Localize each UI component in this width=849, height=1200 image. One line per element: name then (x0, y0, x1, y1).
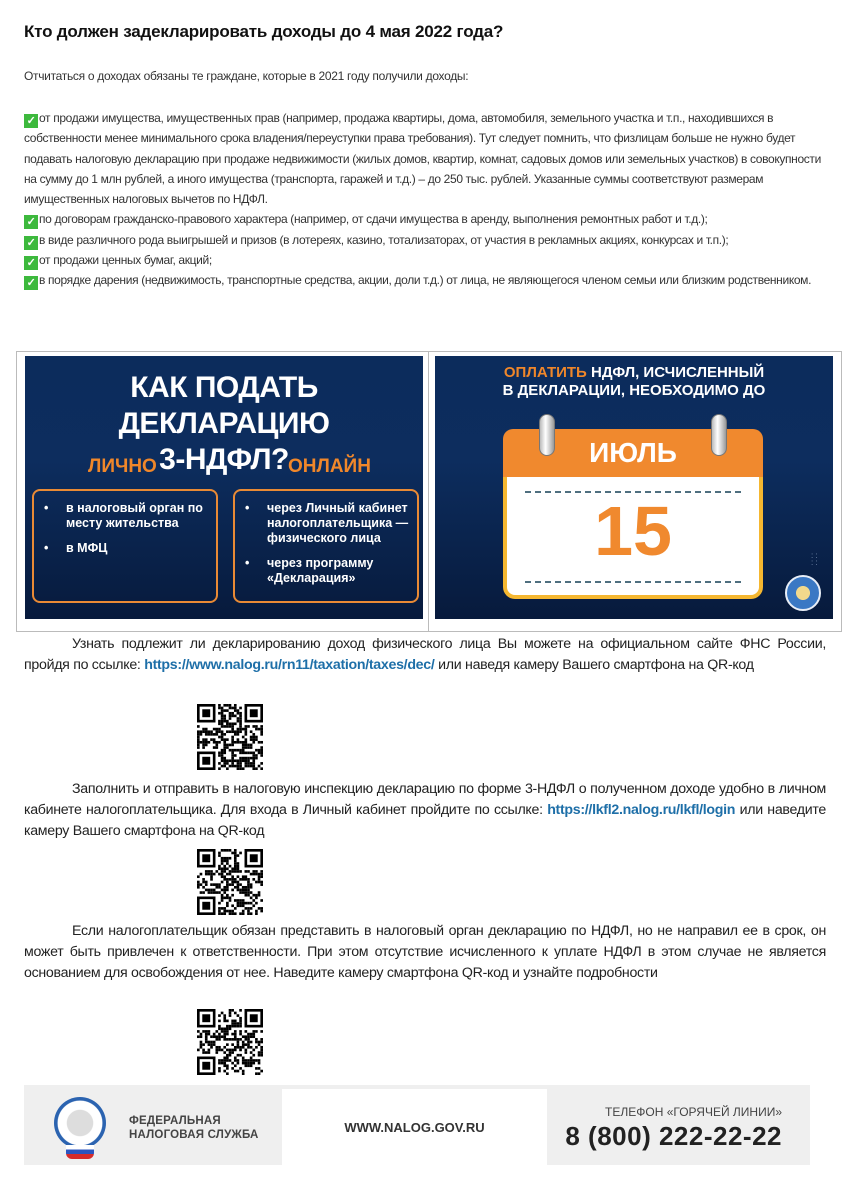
hotline-label: ТЕЛЕФОН «ГОРЯЧЕЙ ЛИНИИ» (605, 1105, 782, 1119)
decorative-dots-icon: : : : : (811, 551, 818, 567)
list-item: ✓ от продажи ценных бумаг, акций; (24, 250, 824, 270)
footer-hotline (547, 1085, 810, 1165)
bullet-icon: • (44, 501, 49, 515)
calendar-page (503, 477, 763, 599)
site-link[interactable]: WWW.NALOG.GOV.RU (344, 1120, 485, 1135)
list-item: ✓ по договорам гражданско-правового характера (например, от сдачи имущества в аренду, выполнения ремонтных работ и т.д.); (24, 209, 824, 229)
footer-site (282, 1089, 547, 1165)
fns-logo-icon (54, 1097, 106, 1149)
calendar-ring-icon (539, 414, 555, 456)
checkmark-icon: ✓ (24, 236, 38, 250)
org-name-line1: ФЕДЕРАЛЬНАЯ (129, 1115, 221, 1127)
fns-emblem-icon (785, 575, 821, 611)
payment-deadline-banner (435, 356, 833, 619)
banner-title: ОПЛАТИТЬ НДФЛ, ИСЧИСЛЕННЫЙ В ДЕКЛАРАЦИИ, НЕОБХОДИМО ДО (502, 364, 766, 399)
calendar-month: ИЮЛЬ (589, 437, 677, 468)
paragraph-check-income: Узнать подлежит ли декларированию доход физического лица Вы можете на официальном сайте ФНС России, пройдя по ссылке: https://www.nalog.ru/rn11/taxation/taxes/dec/ или наведя камеру Вашего смартфона на QR-код (24, 636, 826, 673)
list-item: ✓ в виде различного рода выигрышей и призов (в лотереях, казино, тотализаторах, от участия в рекламных акциях, конкурсах и т.п.); (24, 230, 824, 250)
bullet-icon: • (245, 501, 250, 515)
option-item: • в налоговый орган по месту жительства (44, 501, 203, 530)
paragraph-liability: Если налогоплательщик обязан представить в налоговый орган декларацию по НДФЛ, но не направил ее в срок, он может быть привлечен к ответственности. При этом отсутствие исчисленного к уплате НДФЛ в этом случае не является основанием для освобождения от нее. Наведите камеру смартфона QR-код и узнайте подробности (24, 923, 826, 981)
footer-org (24, 1085, 282, 1165)
checkmark-icon: ✓ (24, 215, 38, 229)
footer-banner (24, 1085, 810, 1165)
online-box (233, 489, 419, 603)
hotline-phone[interactable]: 8 (800) 222-22-22 (565, 1121, 782, 1151)
checkmark-icon: ✓ (24, 276, 38, 290)
online-heading: ОНЛАЙН (288, 456, 371, 477)
income-list (24, 108, 824, 291)
flag-icon (66, 1145, 94, 1159)
list-item: ✓ в порядке дарения (недвижимость, транспортные средства, акции, доли т.д.) от лица, не являющегося членом семьи или близким родственником. (24, 270, 824, 290)
checkmark-icon: ✓ (24, 114, 38, 128)
list-item: ✓ от продажи имущества, имущественных прав (например, продажа квартиры, дома, автомобиля, земельного участка и т.п., находившихся в собственности менее минимального срока владения/переуступки права требования). Тут следует помнить, что физлицам больше не нужно будет подавать налоговую декларацию при продаже недвижимости (жилых домов, квартир, комнат, садовых домов или земельных участков) в совокупности на сумму до 1 млн рублей, а иного имущества (транспорта, гаражей и т.д.) – до 250 тыс. рублей. Указанные суммы соответствуют размерам имущественных налоговых вычетов по НДФЛ. (24, 111, 821, 207)
option-item: • через Личный кабинет налогоплательщика — физического лица (245, 501, 409, 545)
in-person-heading: ЛИЧНО (88, 456, 157, 477)
fns-taxes-link[interactable]: https://www.nalog.ru/rn11/taxation/taxes/dec/ (144, 657, 435, 673)
calendar-day: 15 (594, 492, 672, 570)
personal-account-link[interactable]: https://lkfl2.nalog.ru/lkfl/login (547, 802, 736, 818)
how-to-file-banner (25, 356, 423, 619)
qr-code (195, 704, 265, 770)
page-title: Кто должен задекларировать доходы до 4 мая 2022 года? (24, 22, 504, 41)
in-person-box (32, 489, 218, 603)
banner-title: КАК ПОДАТЬ ДЕКЛАРАЦИЮ 3-НДФЛ? (118, 371, 330, 476)
image-table (16, 351, 842, 632)
qr-code (195, 1009, 265, 1075)
dashed-line (525, 581, 741, 583)
option-item: • через программу «Декларация» (245, 556, 374, 585)
qr-code (195, 849, 265, 915)
org-name-line2: НАЛОГОВАЯ СЛУЖБА (129, 1129, 259, 1141)
table-divider (428, 352, 429, 631)
calendar-ring-icon (711, 414, 727, 456)
intro-text: Отчитаться о доходах обязаны те граждане, которые в 2021 году получили доходы: (24, 69, 469, 83)
checkmark-icon: ✓ (24, 256, 38, 270)
bullet-icon: • (245, 556, 250, 570)
paragraph-personal-account: Заполнить и отправить в налоговую инспекцию декларацию по форме 3-НДФЛ о полученном доходе удобно в личном кабинете налогоплательщика. Для входа в Личный кабинет пройдите по ссылке: https://lkfl2.nalog.ru/lkfl/login или наведите камеру Вашего смартфона на QR-код (24, 781, 826, 839)
bullet-icon: • (44, 541, 49, 555)
option-item: • в МФЦ (44, 541, 108, 555)
